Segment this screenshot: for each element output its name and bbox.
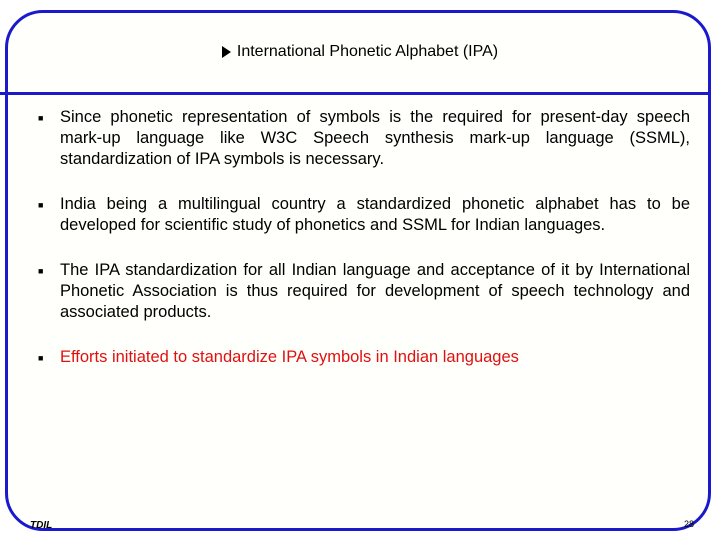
play-arrow-icon <box>222 46 231 58</box>
square-bullet-icon: ■ <box>38 353 44 363</box>
square-bullet-icon: ■ <box>38 266 44 276</box>
bullet-item <box>38 107 690 170</box>
bullet-item <box>38 194 690 236</box>
slide-title <box>0 40 720 64</box>
bullet-text: Since phonetic representation of symbols is the required for present-day speech mark-up language like W3C Speech synthesis mark-up language (SSML), standardization of IPA symbols is necessary. <box>60 108 690 168</box>
bullet-text: India being a multilingual country a standardized phonetic alphabet has to be developed for scientific study of phonetics and SSML for Indian languages. <box>60 195 690 234</box>
page-number: 28 <box>683 519 694 529</box>
square-bullet-icon: ■ <box>38 200 44 210</box>
bullet-text: Efforts initiated to standardize IPA symbols in Indian languages <box>60 348 519 366</box>
bullet-list <box>38 107 690 393</box>
bullet-item <box>38 260 690 323</box>
bullet-text: The IPA standardization for all Indian language and acceptance of it by International Phonetic Association is thus required for development of speech technology and associated products. <box>60 261 690 321</box>
slide-title-text: International Phonetic Alphabet (IPA) <box>236 43 499 60</box>
square-bullet-icon: ■ <box>38 113 44 123</box>
title-divider <box>0 92 710 95</box>
tdil-logo: TDIL <box>30 520 53 531</box>
bullet-item-highlighted <box>38 347 690 369</box>
